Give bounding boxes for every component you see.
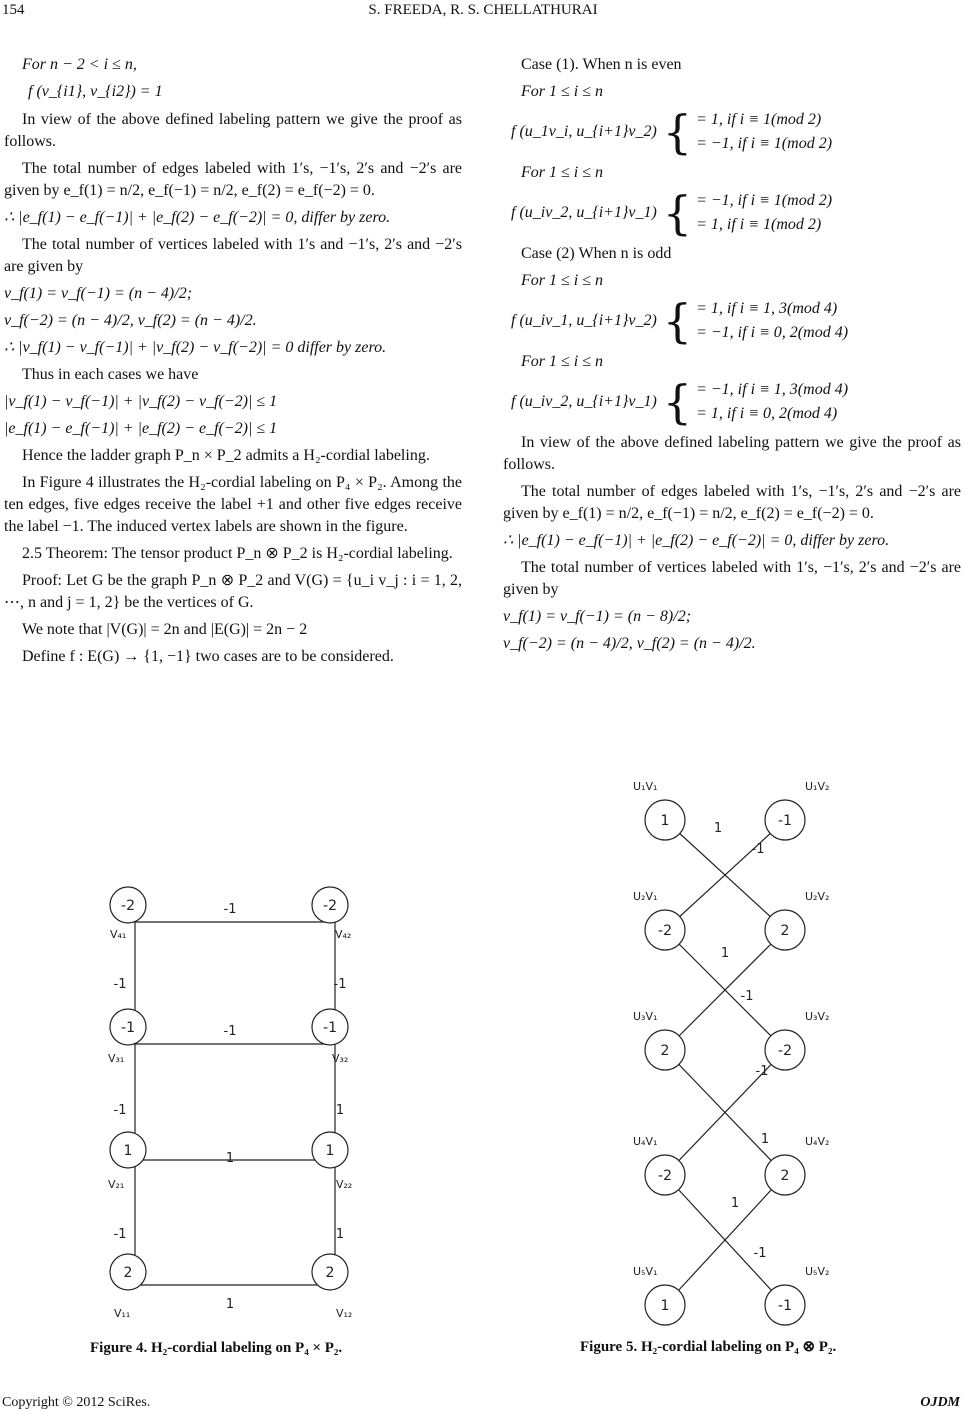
- case-2-piecewise-b: [511, 375, 961, 429]
- case-1-range-a: For 1 ≤ i ≤ n: [521, 83, 604, 100]
- vertex-name: U₄V₂: [805, 1135, 830, 1148]
- left-paragraph-6: In Figure 4 illustrates the H₂-cordial labeling on P₄ × P₂. Among the ten edges, five edges receive the label +1 and other five edges receive the label −1. The induced vertex labels are shown in the figure.: [4, 474, 462, 535]
- case-1-heading: Case (1). When n is even: [521, 56, 682, 73]
- brace-icon: {: [662, 105, 693, 159]
- edge-label: 1: [225, 1151, 235, 1166]
- right-vertex-eq-2: v_f(−2) = (n − 4)/2, v_f(2) = (n − 4)/2.: [503, 635, 756, 652]
- piecewise-function: f (u_iv_2, u_{i+1}v_1): [511, 204, 657, 221]
- piecewise-branch: = −1, if i ≡ 0, 2(mod 4): [696, 324, 849, 341]
- left-paragraph-10: Define f : E(G) → {1, −1} two cases are to be considered.: [22, 648, 394, 665]
- left-condition-2: |e_f(1) − e_f(−1)| + |e_f(2) − e_f(−2)| ≤ 1: [4, 420, 278, 437]
- edge-label: -1: [113, 1103, 127, 1118]
- edge-label: -1: [223, 1024, 237, 1039]
- vertex-label: 1: [123, 1143, 133, 1159]
- edge-label: 1: [720, 946, 730, 961]
- vertex-name: U₂V₁: [633, 890, 658, 903]
- brace-icon: {: [662, 186, 693, 240]
- vertex-label: -2: [778, 1043, 792, 1059]
- edge-label: -1: [113, 1227, 127, 1242]
- vertex-name: U₁V₁: [633, 780, 658, 793]
- vertex-name: V₃₁: [108, 1052, 125, 1065]
- vertex-name: U₂V₂: [805, 890, 830, 903]
- theorem-2-5: 2.5 Theorem: The tensor product P_n ⊗ P_2 is H₂-cordial labeling.: [22, 545, 453, 562]
- piecewise-function: f (u_iv_2, u_{i+1}v_1): [511, 393, 657, 410]
- left-vertex-eq-2: v_f(−2) = (n − 4)/2, v_f(2) = (n − 4)/2.: [4, 312, 257, 329]
- vertex-label: 2: [780, 923, 790, 939]
- vertex-label: 1: [325, 1143, 335, 1159]
- vertex-label: 2: [325, 1265, 335, 1281]
- case-2-heading: Case (2) When n is odd: [521, 245, 672, 262]
- piecewise-function: f (u_iv_1, u_{i+1}v_2): [511, 312, 657, 329]
- edge-label: 1: [225, 1297, 235, 1312]
- left-paragraph-2: The total number of edges labeled with 1′s, −1′s, 2′s and −2′s are given by e_f(1) = n/2, e_f(−1) = n/2, e_f(2) = e_f(−2) = 0.: [4, 160, 462, 199]
- edge-label: -1: [755, 1064, 769, 1079]
- vertex-name: V₁₂: [336, 1307, 353, 1320]
- case-2-piecewise-a: [511, 294, 961, 348]
- vertex-label: 1: [660, 1298, 670, 1314]
- case-1-piecewise-b: [511, 186, 961, 240]
- vertex-name: U₁V₂: [805, 780, 830, 793]
- left-condition-1: |v_f(1) − v_f(−1)| + |v_f(2) − v_f(−2)| ≤ 1: [4, 393, 278, 410]
- tensor-graph-diagram: [625, 775, 845, 1330]
- piecewise-branch: = 1, if i ≡ 0, 2(mod 4): [696, 405, 838, 422]
- case-2-range-a: For 1 ≤ i ≤ n: [521, 272, 604, 289]
- vertex-label: -2: [121, 898, 135, 914]
- vertex-name: V₂₂: [336, 1178, 353, 1191]
- right-edge-difference: ∴ |e_f(1) − e_f(−1)| + |e_f(2) − e_f(−2)| = 0, differ by zero.: [503, 532, 890, 549]
- left-column: [4, 54, 462, 673]
- edge-label: 1: [730, 1196, 740, 1211]
- ladder-graph-diagram: [90, 880, 390, 1325]
- edge-label: -1: [751, 842, 765, 857]
- left-paragraph-9: We note that |V(G)| = 2n and |E(G)| = 2n − 2: [22, 621, 308, 638]
- vertex-label: 2: [660, 1043, 670, 1059]
- vertex-name: U₃V₂: [805, 1010, 830, 1023]
- proof-paragraph: Proof: Let G be the graph P_n ⊗ P_2 and V(G) = {u_i v_j : i = 1, 2, ⋯, n and j = 1, 2} be the vertices of G.: [4, 572, 462, 611]
- vertex-name: U₃V₁: [633, 1010, 658, 1023]
- vertex-label: 2: [123, 1265, 133, 1281]
- right-paragraph-3: The total number of vertices labeled with 1′s, −1′s, 2′s and −2′s are given by: [503, 559, 961, 598]
- vertex-label: -2: [658, 923, 672, 939]
- left-paragraph-4: Thus in each cases we have: [22, 366, 199, 383]
- piecewise-branch: = −1, if i ≡ 1(mod 2): [696, 135, 833, 152]
- left-range-line: For n − 2 < i ≤ n,: [22, 56, 137, 73]
- brace-icon: {: [662, 375, 693, 429]
- piecewise-branch: = 1, if i ≡ 1(mod 2): [696, 216, 822, 233]
- left-equation-1: f (v_{i1}, v_{i2}) = 1: [28, 83, 163, 100]
- vertex-label: 1: [660, 813, 670, 829]
- edge-label: 1: [335, 1103, 345, 1118]
- edge-label: -1: [333, 977, 347, 992]
- right-paragraph-2: The total number of edges labeled with 1′s, −1′s, 2′s and −2′s are given by e_f(1) = n/2, e_f(−1) = n/2, e_f(2) = e_f(−2) = 0.: [503, 483, 961, 522]
- left-edge-difference: ∴ |e_f(1) − e_f(−1)| + |e_f(2) − e_f(−2)| = 0, differ by zero.: [4, 209, 391, 226]
- vertex-label: -1: [323, 1020, 337, 1036]
- brace-icon: {: [662, 294, 693, 348]
- case-2-range-b: For 1 ≤ i ≤ n: [521, 353, 604, 370]
- right-vertex-eq-1: v_f(1) = v_f(−1) = (n − 8)/2;: [503, 608, 692, 625]
- case-1-piecewise-a: [511, 105, 961, 159]
- vertex-name: V₄₁: [110, 928, 127, 941]
- left-paragraph-1: In view of the above defined labeling pattern we give the proof as follows.: [4, 111, 462, 150]
- left-vertex-eq-1: v_f(1) = v_f(−1) = (n − 4)/2;: [4, 285, 193, 302]
- edge-label: 1: [760, 1132, 770, 1147]
- edge-label: -1: [113, 977, 127, 992]
- edge-label: 1: [713, 821, 723, 836]
- page-number: 154: [2, 2, 25, 18]
- piecewise-branch: = 1, if i ≡ 1(mod 2): [696, 111, 822, 128]
- edge-label: -1: [223, 902, 237, 917]
- edge-label: 1: [335, 1227, 345, 1242]
- vertex-name: V₃₂: [332, 1052, 349, 1065]
- page-header: [0, 2, 966, 24]
- vertex-name: U₄V₁: [633, 1135, 658, 1148]
- vertex-name: U₅V₂: [805, 1265, 830, 1278]
- piecewise-branch: = −1, if i ≡ 1, 3(mod 4): [696, 381, 849, 398]
- vertex-name: V₄₂: [335, 928, 352, 941]
- journal-abbreviation: OJDM: [920, 1395, 960, 1410]
- left-paragraph-3: The total number of vertices labeled with 1′s and −1′s, 2′s and −2′s are given by: [4, 236, 462, 275]
- vertex-label: -1: [778, 1298, 792, 1314]
- vertex-name: U₅V₁: [633, 1265, 658, 1278]
- vertex-label: -1: [778, 813, 792, 829]
- right-paragraph-1: In view of the above defined labeling pattern we give the proof as follows.: [503, 434, 961, 473]
- figure-5-caption: Figure 5. H₂-cordial labeling on P₄ ⊗ P₂.: [580, 1339, 837, 1355]
- vertex-label: -2: [323, 898, 337, 914]
- vertex-label: -1: [121, 1020, 135, 1036]
- vertex-name: V₁₁: [114, 1307, 131, 1320]
- figure-5: [625, 775, 845, 1330]
- copyright-notice: Copyright © 2012 SciRes.: [2, 1395, 151, 1410]
- vertex-label: -2: [658, 1168, 672, 1184]
- figure-4-caption: Figure 4. H₂-cordial labeling on P₄ × P₂.: [90, 1340, 343, 1356]
- vertex-name: V₂₁: [108, 1178, 125, 1191]
- left-paragraph-5: Hence the ladder graph P_n × P_2 admits a H₂-cordial labeling.: [22, 447, 430, 464]
- vertex-label: 2: [780, 1168, 790, 1184]
- edge-label: -1: [740, 989, 754, 1004]
- piecewise-branch: = −1, if i ≡ 1(mod 2): [696, 192, 833, 209]
- edge-label: -1: [753, 1246, 767, 1261]
- left-vertex-difference: ∴ |v_f(1) − v_f(−1)| + |v_f(2) − v_f(−2)| = 0 differ by zero.: [4, 339, 387, 356]
- running-head-authors: S. FREEDA, R. S. CHELLATHURAI: [368, 2, 598, 18]
- right-column: [503, 54, 961, 660]
- piecewise-branch: = 1, if i ≡ 1, 3(mod 4): [696, 300, 838, 317]
- piecewise-function: f (u_1v_i, u_{i+1}v_2): [511, 123, 657, 140]
- case-1-range-b: For 1 ≤ i ≤ n: [521, 164, 604, 181]
- figure-4: [90, 880, 390, 1325]
